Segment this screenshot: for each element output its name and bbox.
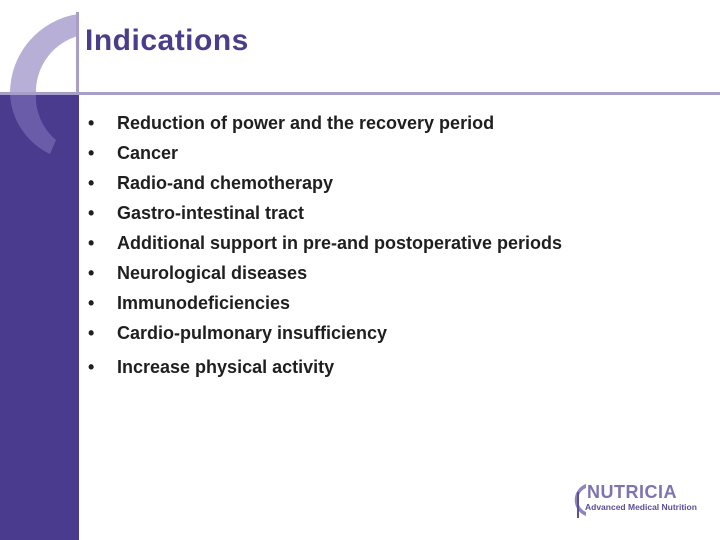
bullet-icon: • [88,263,95,283]
nutricia-logo [566,482,696,520]
logo-brand: NUTRICIA [587,482,677,502]
bullet-icon: • [88,233,95,253]
bullet-icon: • [88,203,95,223]
bullet-icon: • [88,173,95,193]
bullet-icon: • [88,143,95,163]
horizontal-rule [0,92,720,95]
bullet-icon: • [88,293,95,313]
sidebar-band [0,94,79,540]
logo-tagline: Advanced Medical Nutrition [585,502,697,512]
bullet-icon: • [88,357,95,377]
decorative-arc [10,14,78,94]
slide-title: Indications [85,24,249,57]
bullet-icon: • [88,323,95,343]
bullet-icon: • [88,113,95,133]
